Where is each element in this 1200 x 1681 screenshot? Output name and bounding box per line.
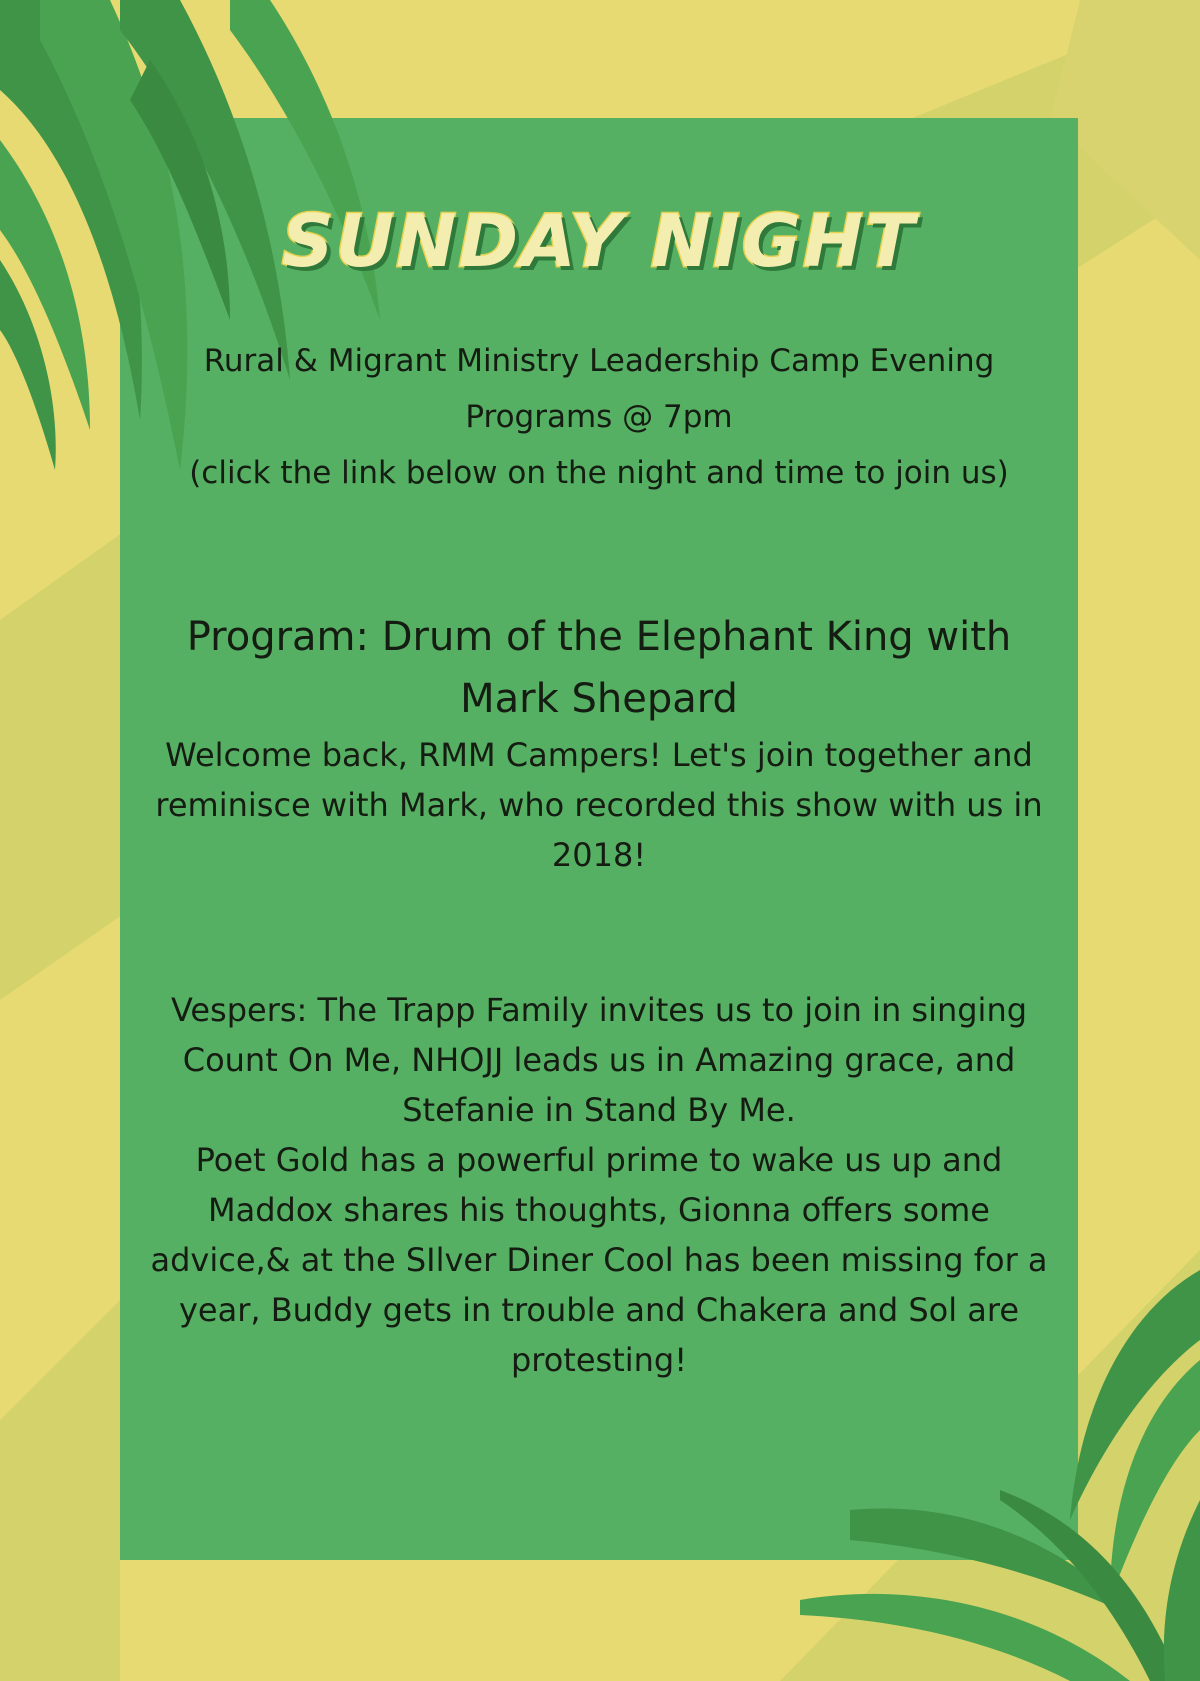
join-instructions: (click the link below on the night and time to join us) [189,455,1009,491]
program-heading [130,606,1068,730]
program-desc-line: reminisce with Mark, who recorded this show with us in [155,786,1043,824]
program-desc-line: Welcome back, RMM Campers! Let's join together and [165,736,1033,774]
page-title: SUNDAY NIGHT [281,199,917,283]
program-heading-line: Program: Drum of the Elephant King with [186,614,1012,660]
intro-line: Programs @ 7pm [465,399,733,435]
intro-text [130,333,1068,501]
vespers-line: Count On Me, NHOJJ leads us in Amazing grace, and [182,1041,1016,1079]
vespers-line: Poet Gold has a powerful prime to wake us up and [195,1141,1003,1179]
vespers-line: advice,& at the SIlver Diner Cool has been missing for a [150,1241,1048,1279]
program-description [130,730,1068,880]
vespers-description [130,985,1068,1385]
vespers-line: Maddox shares his thoughts, Gionna offers some [208,1191,990,1229]
program-heading-line: Mark Shepard [460,676,738,722]
vespers-line: protesting! [510,1341,688,1379]
vespers-line: Stefanie in Stand By Me. [402,1091,796,1129]
vespers-line: year, Buddy gets in trouble and Chakera and Sol are [178,1291,1020,1329]
background-band [0,1300,120,1681]
vespers-line: Vespers: The Trapp Family invites us to join in singing [170,991,1028,1029]
program-desc-line: 2018! [551,836,647,874]
intro-line: Rural & Migrant Ministry Leadership Camp Evening [203,343,995,379]
